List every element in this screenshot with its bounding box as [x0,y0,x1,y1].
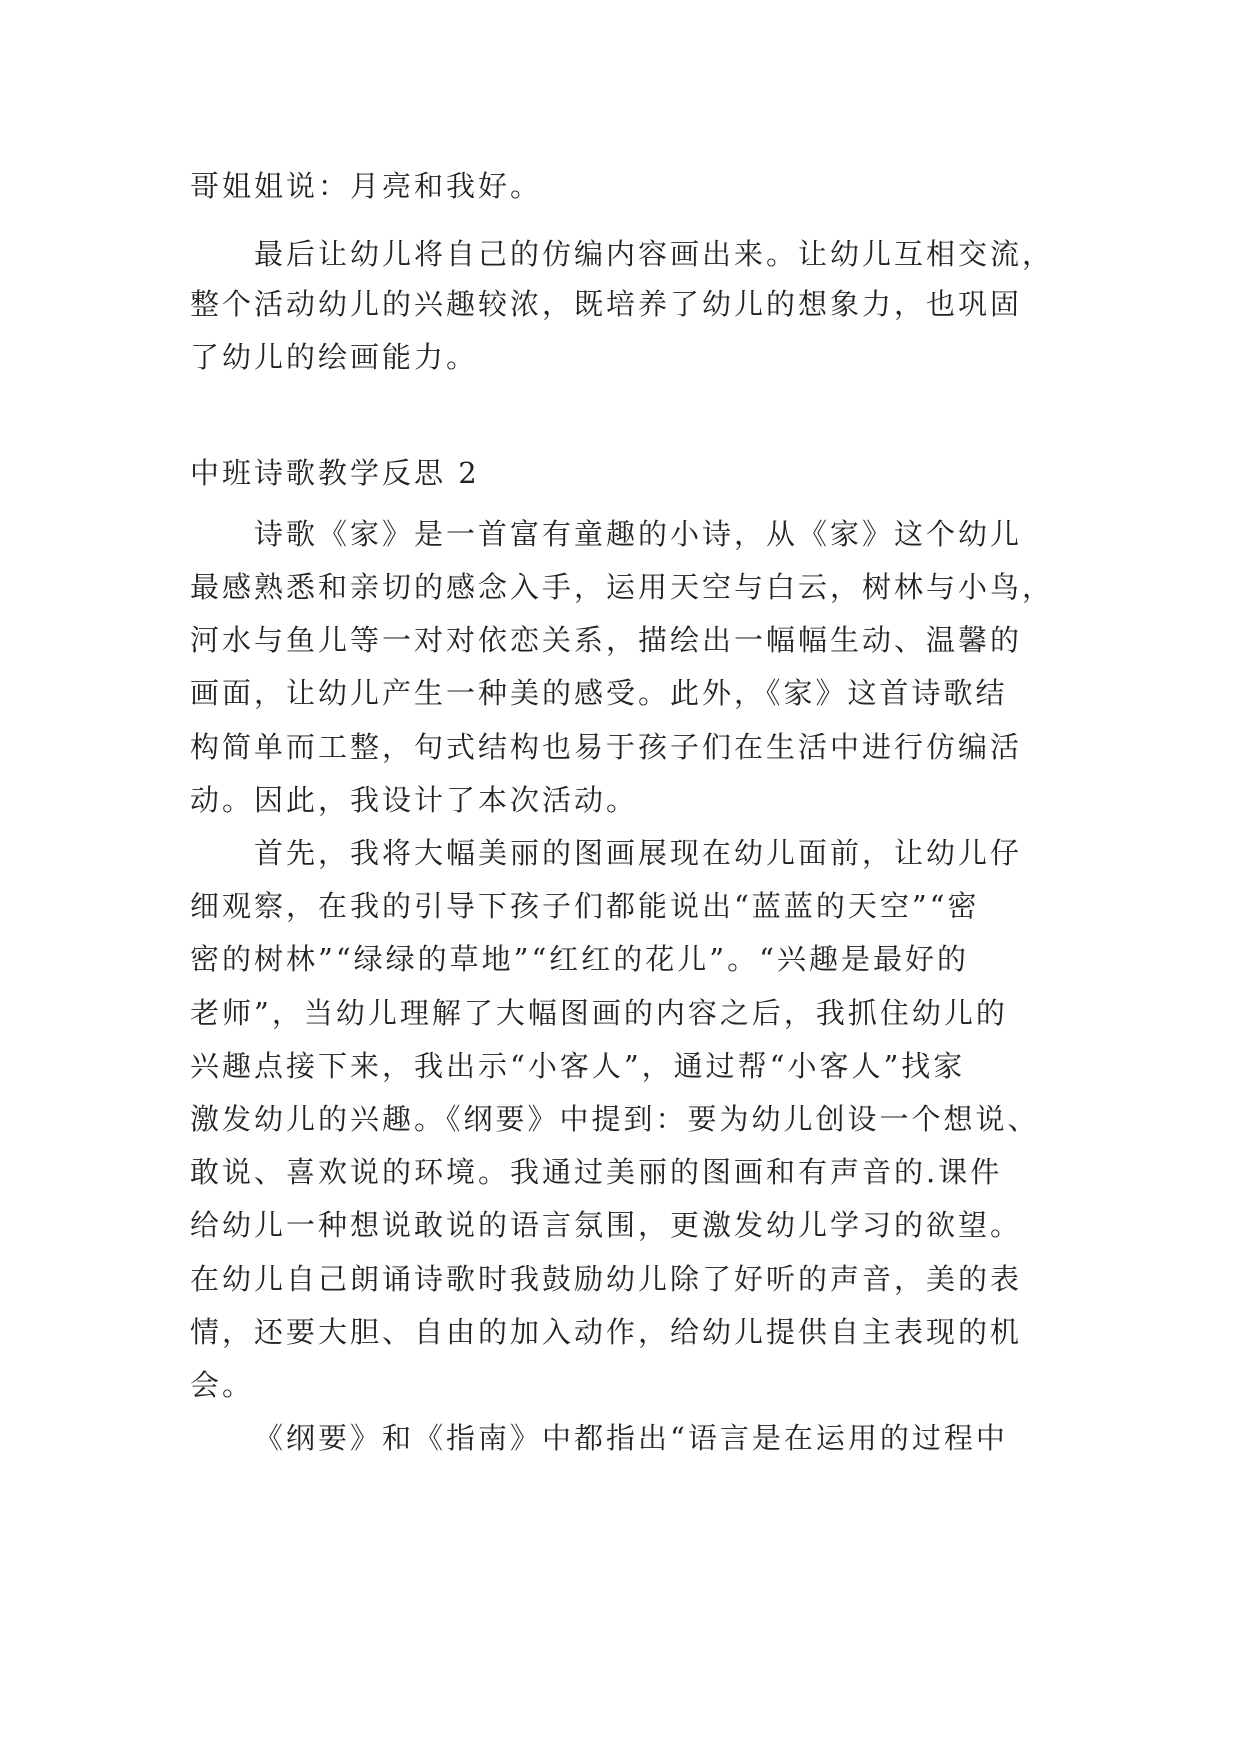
paragraph-line: 敢说、喜欢说的环境。我通过美丽的图画和有声音的.课件 [190,1155,1003,1189]
paragraph-line: 最后让幼儿将自己的仿编内容画出来。让幼儿互相交流， [254,237,1055,271]
section-heading: 中班诗歌教学反思 2 [190,456,480,490]
paragraph-line: 构简单而工整，句式结构也易于孩子们在生活中进行仿编活 [190,730,1023,764]
paragraph-line: 诗歌《家》是一首富有童趣的小诗，从《家》这个幼儿 [254,517,1023,551]
paragraph-line: 河水与鱼儿等一对对依恋关系，描绘出一幅幅生动、温馨的 [190,623,1023,657]
paragraph-line: 给幼儿一种想说敢说的语言氛围，更激发幼儿学习的欲望。 [190,1208,1023,1242]
paragraph-line: 激发幼儿的兴趣。《纲要》中提到：要为幼儿创设一个想说、 [190,1102,1040,1136]
paragraph-line: 整个活动幼儿的兴趣较浓，既培养了幼儿的想象力，也巩固 [190,287,1023,321]
paragraph-line: 《纲要》和《指南》中都指出“语言是在运用的过程中 [254,1421,1008,1455]
paragraph-line: 情，还要大胆、自由的加入动作，给幼儿提供自主表现的机 [190,1315,1023,1349]
paragraph-line: 了幼儿的绘画能力。 [190,340,479,374]
paragraph-line: 密的树林”“绿绿的草地”“红红的花儿”。“兴趣是最好的 [190,942,969,976]
paragraph-line: 兴趣点接下来，我出示“小客人”，通过帮“小客人”找家 [190,1049,966,1083]
paragraph-line: 最感熟悉和亲切的感念入手，运用天空与白云，树林与小鸟， [190,570,1055,604]
paragraph-line: 会。 [190,1368,255,1402]
paragraph-line: 哥姐姐说：月亮和我好。 [190,169,543,203]
paragraph-line: 画面，让幼儿产生一种美的感受。此外，《家》这首诗歌结 [190,676,1008,710]
paragraph-line: 细观察，在我的引导下孩子们都能说出“蓝蓝的天空”“密 [190,889,980,923]
paragraph-line: 老师”，当幼儿理解了大幅图画的内容之后，我抓住幼儿的 [190,996,1008,1030]
paragraph-line: 首先，我将大幅美丽的图画展现在幼儿面前，让幼儿仔 [254,836,1023,870]
paragraph-line: 在幼儿自己朗诵诗歌时我鼓励幼儿除了好听的声音，美的表 [190,1262,1023,1296]
paragraph-line: 动。因此，我设计了本次活动。 [190,783,639,817]
